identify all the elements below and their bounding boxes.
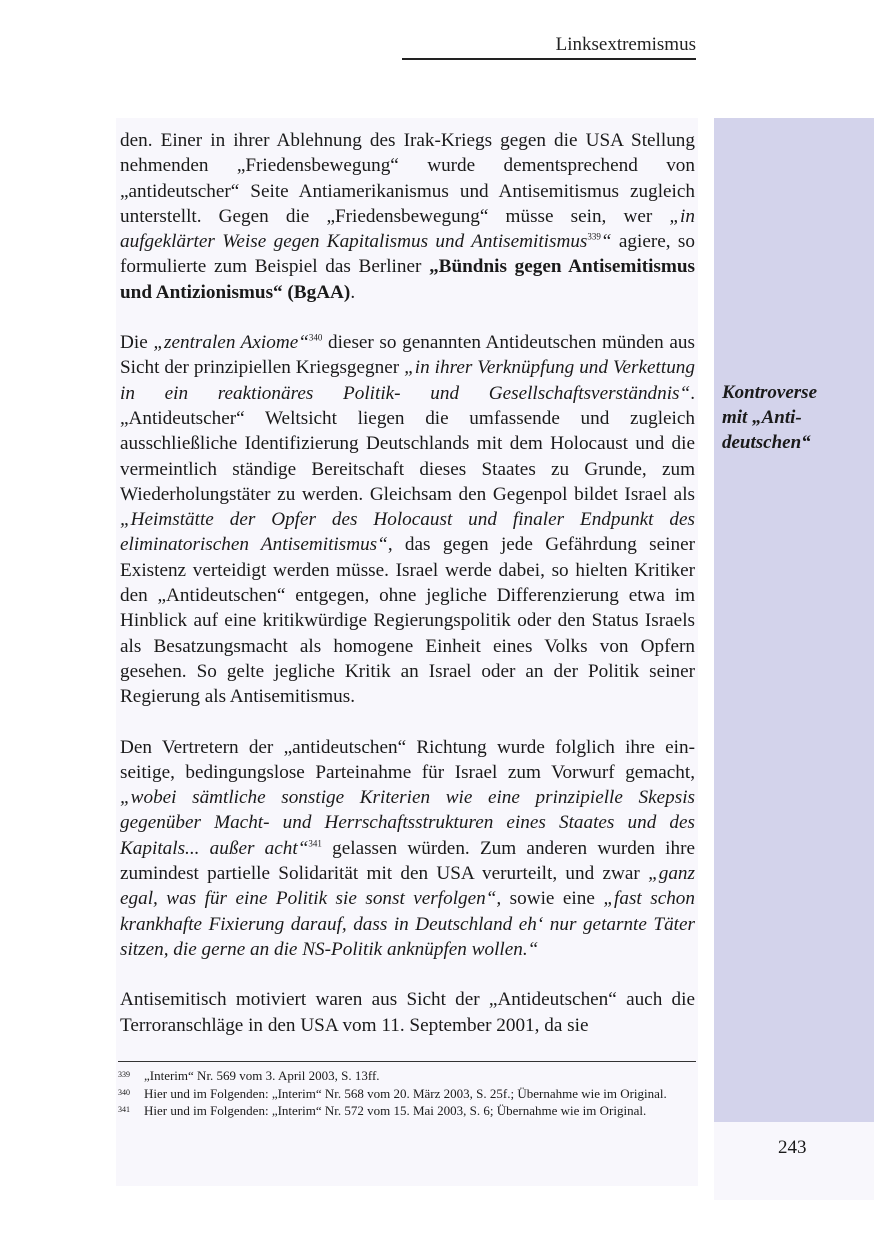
organization-name: „Bündnis gegen Antisemitismus und Antizionismus“ (BgAA) — [120, 256, 696, 303]
footnote-text: Hier und im Folgenden: „Interim“ Nr. 572 vom 15. Mai 2003, S. 6; Übernahme wie im Original. — [144, 1103, 647, 1118]
text-run: gelassen würden. Zum anderen wurden ihre zumindest partielle Solidarität mit den USA verurteilt, und zwar — [120, 837, 695, 885]
margin-column-footer-background — [714, 1122, 874, 1200]
quotation: „ganz egal, was für eine Politik sie sonst verfolgen“, — [120, 863, 695, 910]
footnote-text: Hier und im Folgenden: „Interim“ Nr. 568 vom 20. März 2003, S. 25f.; Übernahme wie im Original. — [144, 1085, 667, 1101]
text-run: . „Antideutscher“ Weltsicht liegen die umfassende und zugleich ausschließliche Identifizierung Deutschlands mit dem Holocaust und die vermeintlich ständige Bereitschaft dieses Staates zu Grunde, zum Wiederholungstäter zu werden. Gleichsam den Gegenpol bildet Israel als — [120, 382, 695, 505]
footnote-341 — [118, 1103, 696, 1120]
margin-note — [722, 380, 832, 455]
text-run: agiere, so formulierte zum Beispiel das Berliner — [120, 231, 695, 278]
text-run: Den Vertretern der „antideutschen“ Richtung wurde folglich ihre einseitige, bedingungslose Parteinahme für Israel zum Vorwurf gemacht, — [120, 736, 695, 783]
paragraph-4: Antisemitisch motiviert waren aus Sicht der „Antideutschen“ auch die Terroranschläge in den USA vom 11. September 2001, da sie — [120, 989, 695, 1036]
quotation: „in ihrer Verknüpfung und Verkettung in ein reaktionäres Politik- und Gesellschaftsverständnis“ — [120, 357, 695, 404]
paragraph-1 — [120, 128, 695, 305]
body-text — [120, 128, 695, 1038]
paragraph-2 — [120, 330, 695, 709]
quotation: „in aufgeklärter Weise gegen Kapitalismus und Antisemitismus — [120, 205, 695, 253]
footnote-339 — [118, 1068, 696, 1085]
text-run: den. Einer in ihrer Ablehnung des Irak-Kriegs gegen die USA Stellung nehmenden „Friedensbewegung“ wurde dementsprechend von „antideutscher“ Seite Antiamerikanismus und Antisemitismus zugleich unterstellt. Gegen die „Friedensbewegung“ müsse sein, wer — [120, 130, 695, 227]
text-run: Die — [120, 332, 154, 354]
footnote-ref-340[interactable]: 340 — [308, 332, 323, 343]
margin-note-line: deutschen“ — [722, 432, 811, 453]
text-run: sowie eine — [501, 888, 604, 910]
margin-note-line: Kontroverse — [722, 382, 817, 403]
page-number: 243 — [778, 1137, 807, 1158]
paragraph-3 — [120, 735, 695, 963]
footnote-text: „Interim“ Nr. 569 vom 3. April 2003, S. 13ff. — [144, 1068, 380, 1083]
footnote-number: 340 — [118, 1087, 130, 1097]
footnote-ref-341[interactable]: 341 — [308, 838, 322, 849]
footnotes — [118, 1068, 696, 1121]
header-rule — [402, 58, 696, 60]
text-run: dieser so genannten Antideutschen münden aus Sicht der prinzipiellen Kriegsgegner — [120, 332, 695, 379]
quotation: „fast schon krankhafte Fixierung darauf, dass in Deutschland eh‘ nur getarnte Täter sitzen, die gerne an die NS-Politik anknüpfen wollen.“ — [120, 888, 695, 960]
footnote-rule — [118, 1061, 696, 1062]
footnote-number: 341 — [118, 1105, 130, 1114]
text-run: . — [350, 281, 356, 303]
quotation: „zentralen Axiome“ — [153, 332, 309, 354]
margin-column-background — [714, 118, 874, 1122]
running-header: Linksextremismus — [555, 34, 696, 55]
quotation: „wobei sämtliche sonstige Kriterien wie eine prinzipielle Skepsis gegenüber Macht- und Herrschaftsstrukturen eines Staates und des Kapitals... außer acht“ — [120, 787, 695, 859]
quotation: „Heimstätte der Opfer des Holocaust und finaler Endpunkt des eliminatorischen Antisemitismus“ — [120, 509, 695, 556]
text-run: , das gegen jede Gefährdung seiner Existenz verteidigt werden müsse. Israel werde dabei, so hielten Kritiker den „Antideutschen“ entgegen, ohne jegliche Differenzierung etwa im Hinblick auf eine kritikwürdige Regierungspolitik oder den Status Israels als Besatzungsmacht als homogene Einheit eines Volks von Opfern gesehen. So gelte jegliche Kritik an Israel oder an der Politik seiner Regierung als Antisemitismus. — [120, 534, 695, 708]
footnote-ref-339[interactable]: 339 — [587, 231, 601, 242]
footnote-340 — [118, 1086, 696, 1103]
footnote-number: 339 — [118, 1070, 130, 1079]
quotation-close: “ — [600, 231, 612, 253]
margin-note-line: mit „Anti- — [722, 407, 802, 428]
